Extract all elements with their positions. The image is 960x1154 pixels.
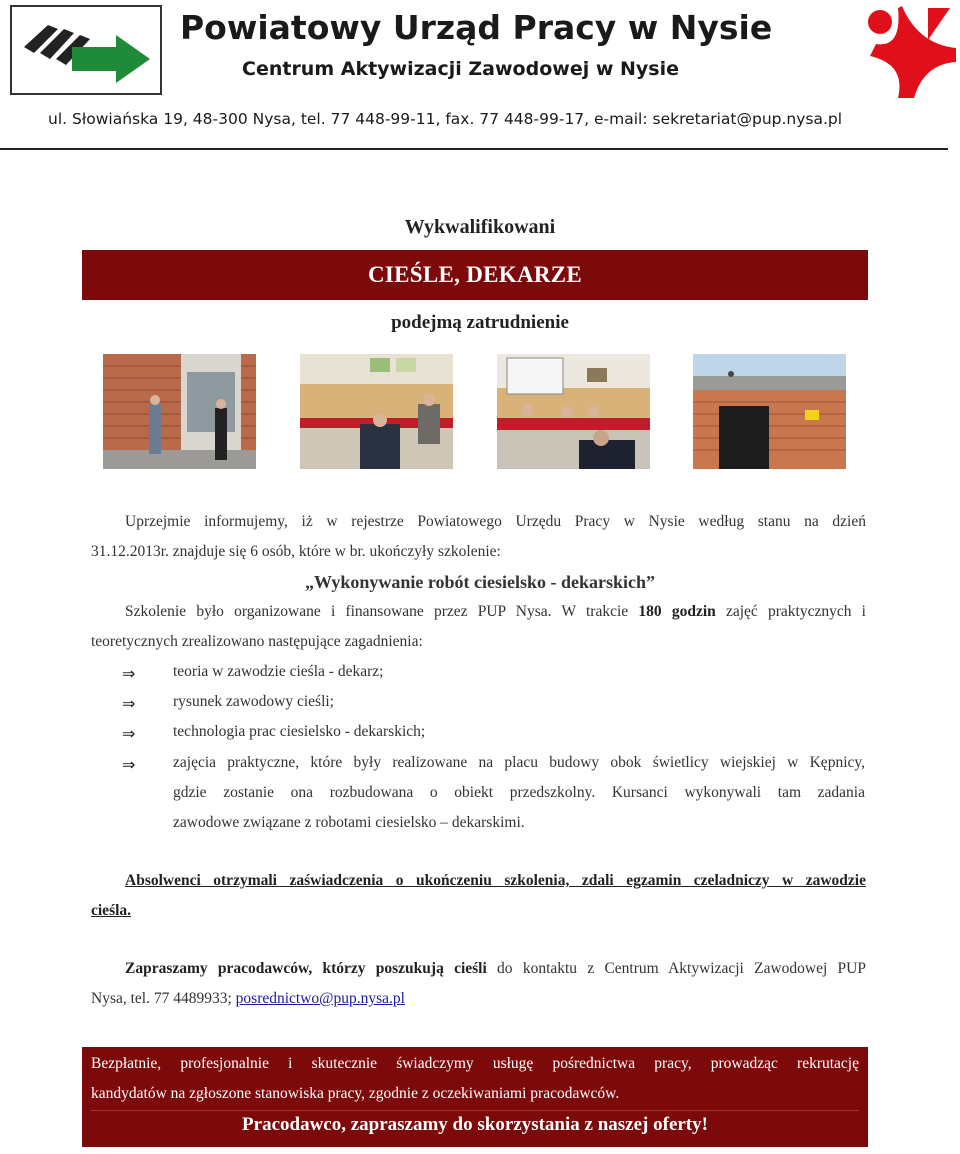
training-text-end: zajęć praktycznych i bbox=[715, 603, 866, 620]
footer-line1: Bezpłatnie, profesjonalnie i skutecznie świadczymy usługę pośrednictwa pracy, prowadząc rekrutację bbox=[91, 1055, 859, 1072]
office-name: Powiatowy Urząd Pracy w Nysie bbox=[180, 8, 773, 47]
training-paragraph-line1 bbox=[91, 597, 866, 627]
photo-building-site bbox=[693, 354, 846, 469]
intro-paragraph-line2: 31.12.2013r. znajduje się 6 osób, które w br. ukończyły szkolenie: bbox=[91, 543, 501, 560]
red-figure-logo-icon bbox=[858, 4, 958, 98]
headline-kicker: Wykwalifikowani bbox=[404, 216, 556, 238]
logo-arrows-icon bbox=[12, 7, 160, 93]
training-hours: 180 godzin bbox=[638, 603, 716, 620]
contact-phone: Nysa, tel. 77 4489933; bbox=[91, 990, 236, 1007]
contact-paragraph-line2 bbox=[91, 984, 866, 1014]
topic-item: teoria w zawodzie cieśla - dekarz; bbox=[173, 663, 384, 680]
pup-logo bbox=[10, 5, 162, 95]
topic-item-continued: zawodowe związane z robotami ciesielsko – dekarskimi. bbox=[173, 814, 525, 831]
photo-classroom-1 bbox=[300, 354, 453, 469]
headline-banner bbox=[82, 250, 868, 300]
graduates-paragraph-line2: cieśla. bbox=[91, 902, 132, 919]
center-name: Centrum Aktywizacji Zawodowej w Nysie bbox=[242, 58, 679, 80]
double-arrow-right-icon: ⇒ bbox=[122, 696, 136, 713]
contact-text: do kontaktu z Centrum Aktywizacji Zawodowej PUP bbox=[486, 960, 866, 977]
header-divider bbox=[0, 148, 948, 150]
course-title: „Wykonywanie robót ciesielsko - dekarskich” bbox=[304, 572, 656, 592]
topic-item: technologia prac ciesielsko - dekarskich; bbox=[173, 723, 426, 740]
double-arrow-right-icon: ⇒ bbox=[122, 666, 136, 683]
headline-subhead: podejmą zatrudnienie bbox=[391, 312, 569, 333]
footer-cta: Pracodawco, zapraszamy do skorzystania z naszej oferty! bbox=[242, 1114, 708, 1135]
graduates-paragraph-line1: Absolwenci otrzymali zaświadczenia o ukończeniu szkolenia, zdali egzamin czeladniczy w zawodzie bbox=[125, 872, 866, 889]
address-line: ul. Słowiańska 19, 48-300 Nysa, tel. 77 448-99-11, fax. 77 448-99-17, e-mail: sekretariat@pup.nysa.pl bbox=[48, 110, 843, 128]
training-paragraph-line2: teoretycznych zrealizowano następujące zagadnienia: bbox=[91, 633, 423, 650]
employer-invitation: Zapraszamy pracodawców, którzy poszukują cieśli bbox=[125, 960, 487, 977]
corner-logo bbox=[858, 4, 958, 98]
footer-line2: kandydatów na zgłoszone stanowiska pracy, zgodnie z oczekiwaniami pracodawców. bbox=[91, 1085, 620, 1102]
photo-classroom-2 bbox=[497, 354, 650, 469]
intro-paragraph-line1: Uprzejmie informujemy, iż w rejestrze Powiatowego Urzędu Pracy w Nysie według stanu na dzień bbox=[125, 513, 866, 530]
photo-workshop-interior bbox=[103, 354, 256, 469]
contact-paragraph-line1 bbox=[91, 954, 866, 984]
training-text: Szkolenie było organizowane i finansowane przez PUP Nysa. W trakcie bbox=[125, 603, 639, 620]
topic-item-continued: gdzie zostanie ona rozbudowana o obiekt przedszkolny. Kursanci wykonywali tam zadania bbox=[173, 784, 865, 801]
banner-title: CIEŚLE, DEKARZE bbox=[367, 262, 583, 287]
double-arrow-right-icon: ⇒ bbox=[122, 757, 136, 774]
contact-email-link[interactable]: posrednictwo@pup.nysa.pl bbox=[235, 990, 405, 1007]
topic-item: zajęcia praktyczne, które były realizowane na placu budowy obok świetlicy wiejskiej w Kępnicy, bbox=[173, 754, 865, 771]
double-arrow-right-icon: ⇒ bbox=[122, 726, 136, 743]
topic-item: rysunek zawodowy cieśli; bbox=[173, 693, 334, 710]
